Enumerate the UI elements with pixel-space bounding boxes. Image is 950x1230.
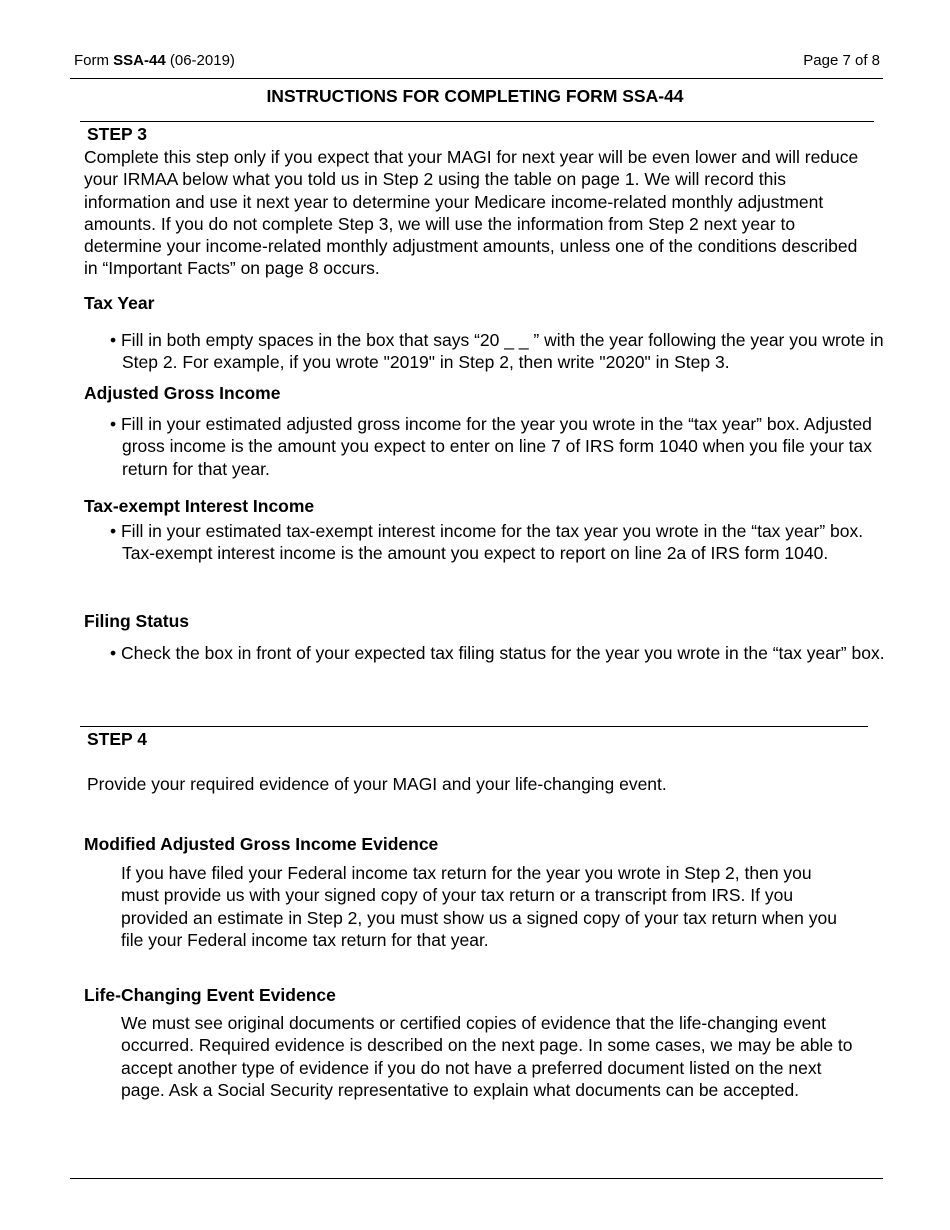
page-number: Page 7 of 8 [803,52,880,69]
tax-year-heading: Tax Year [84,293,155,313]
step3-intro: Complete this step only if you expect that your MAGI for next year will be even lower and will reduce your IRMAA below what you told us in Step 2 using the table on page 1. We will record this information and use it next year to determine your Medicare income-related monthly adjustment amounts. If you do not complete Step 3, we will use the information from Step 2 next year to determine your income-related monthly adjustment amounts, unless one of the conditions described in “Important Facts” on page 8 occurs. [84,147,859,279]
step4-divider [80,726,868,727]
filing-status-instruction: • Check the box in front of your expected tax filing status for the year you wrote in the “tax year” box. [110,643,885,663]
form-date: (06-2019) [165,52,235,69]
header-divider [70,78,883,79]
form-prefix: Form [74,52,114,69]
step3-divider [80,121,874,122]
page-title: INSTRUCTIONS FOR COMPLETING FORM SSA-44 [266,86,684,106]
step4-intro: Provide your required evidence of your MAGI and your life-changing event. [87,774,667,794]
tax-exempt-heading: Tax-exempt Interest Income [84,496,315,516]
form-code: SSA-44 [113,52,166,69]
magi-evidence-text: If you have filed your Federal income tax return for the year you wrote in Step 2, then you must provide us with your signed copy of your tax return or a transcript from IRS. If you provided an estimate in Step 2, you must show us a signed copy of your tax return when you file your Federal income tax return for that year. [121,863,837,950]
form-identifier [74,52,235,69]
lce-evidence-heading: Life-Changing Event Evidence [84,985,336,1005]
agi-instruction: • Fill in your estimated adjusted gross income for the year you wrote in the “tax year” box. Adjusted gross income is the amount you expect to enter on line 7 of IRS form 1040 when you file your tax return for that year. [110,414,872,479]
footer-divider [70,1178,883,1179]
tax-exempt-instruction: • Fill in your estimated tax-exempt interest income for the tax year you wrote in the “tax year” box. Tax-exempt interest income is the amount you expect to report on line 2a of IRS form 1040. [110,521,864,564]
tax-year-instruction: • Fill in both empty spaces in the box that says “20 _ _ ” with the year following the year you wrote in Step 2. For example, if you wrote "2019" in Step 2, then write "2020" in Step 3. [110,330,884,373]
step4-label: STEP 4 [87,729,147,749]
step3-label: STEP 3 [87,124,147,144]
magi-evidence-heading: Modified Adjusted Gross Income Evidence [84,834,439,854]
lce-evidence-text: We must see original documents or certified copies of evidence that the life-changing event occurred. Required evidence is described on the next page. In some cases, we may be able to accept another type of evidence if you do not have a preferred document listed on the next page. Ask a Social Security representative to explain what documents can be accepted. [121,1013,853,1100]
filing-status-heading: Filing Status [84,611,189,631]
agi-heading: Adjusted Gross Income [84,383,281,403]
